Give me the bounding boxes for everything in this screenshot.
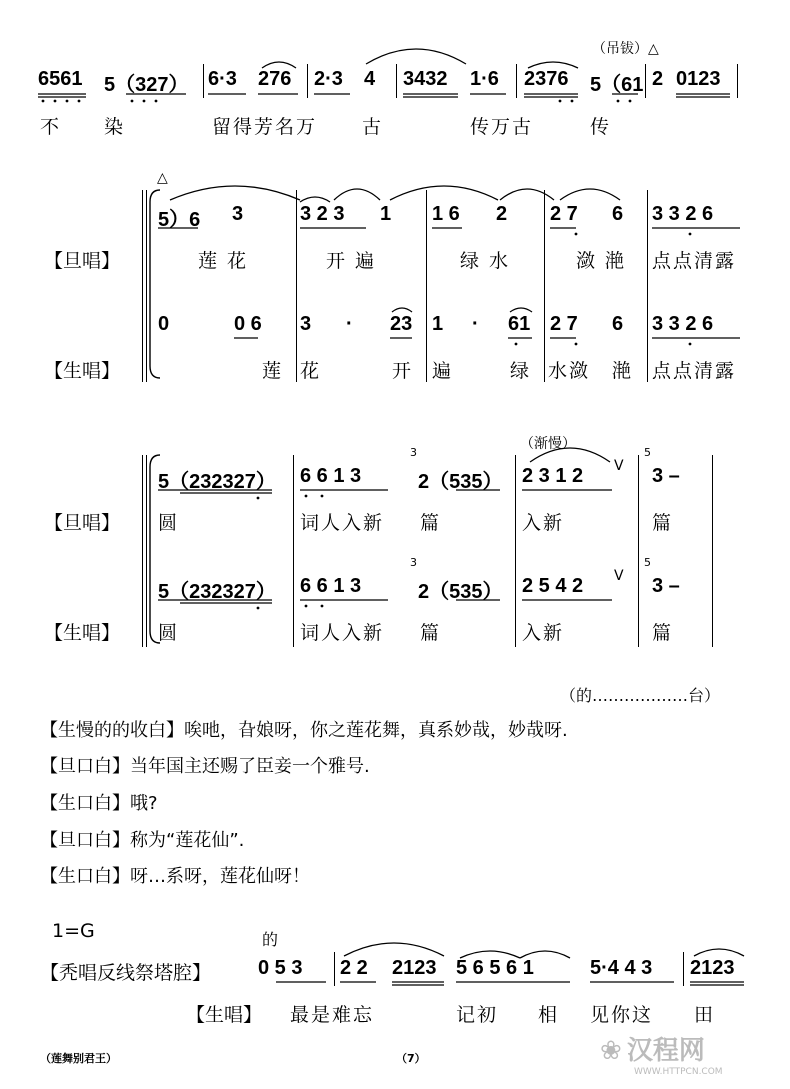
lyric: 水潋: [548, 360, 591, 382]
octave-dot: [131, 100, 134, 103]
note-group: 5（232327）: [158, 581, 276, 603]
slur: [262, 62, 296, 68]
watermark-logo-icon: ❀: [600, 1036, 622, 1066]
note-group: 3: [232, 203, 244, 225]
octave-dot: [629, 100, 632, 103]
lyric: 篇: [420, 512, 442, 534]
lyric: 花: [300, 360, 322, 382]
lyric: 开 遍: [326, 250, 377, 272]
octave-dot: [689, 233, 692, 236]
note-group: 3: [300, 313, 312, 335]
lyric: 莲: [262, 360, 284, 382]
lyric: 古: [362, 116, 384, 138]
slur: [460, 951, 520, 958]
role-label-dan: 【旦唱】: [44, 250, 121, 272]
note-group: 0 5 3: [258, 957, 303, 979]
note-group: 6 6 1 3: [300, 465, 362, 487]
lyric: 开: [392, 360, 414, 382]
note-group: 5（327）: [104, 74, 189, 96]
lyric: 入新: [522, 512, 565, 534]
slur: [528, 62, 578, 68]
note-group: ·: [346, 313, 353, 335]
note-group: 2: [652, 68, 664, 90]
cymbal-annotation: （吊钹）△: [592, 41, 659, 57]
lyric: 词人入新: [300, 512, 385, 534]
watermark-url: WWW.HTTPCN.COM: [634, 1067, 723, 1077]
system-brace: [150, 455, 160, 643]
note-group: 2 5 4 2: [522, 575, 584, 597]
dialogue-line: 【生慢的的收白】唉吔，旮娘呀，你之莲花舞，真系妙哉，妙哉呀.: [40, 720, 568, 741]
octave-dot: [321, 495, 324, 498]
octave-dot: [257, 497, 260, 500]
lyric: 最是难忘: [290, 1004, 375, 1026]
lyric: 篇: [652, 512, 674, 534]
note-group: 276: [258, 68, 292, 90]
note-group: 3 –: [652, 575, 680, 597]
note-group: 2·3: [314, 68, 343, 90]
note-group: 3 3 2 6: [652, 203, 714, 225]
note-group: 2 7: [550, 203, 578, 225]
lyric: 入新: [522, 622, 565, 644]
slur: [392, 308, 412, 312]
octave-dot: [305, 495, 308, 498]
octave-dot: [66, 100, 69, 103]
dialogue-line: 【旦口白】称为“莲花仙”.: [40, 830, 245, 851]
note-group: 6 6 1 3: [300, 575, 362, 597]
note-group: 3432: [403, 68, 448, 90]
score-title: （莲舞别君王）: [40, 1052, 117, 1065]
percussion-cue: 的: [262, 930, 279, 949]
lyric: 不: [40, 116, 62, 138]
note-group: 1 6: [432, 203, 460, 225]
note-group: 5（61: [590, 74, 644, 96]
octave-dot: [559, 100, 562, 103]
system-brace: [150, 190, 160, 378]
note-group: 1: [432, 313, 444, 335]
note-group: 2 3 1 2: [522, 465, 584, 487]
note-group: 2123: [392, 957, 437, 979]
lyric: 记初: [456, 1004, 499, 1026]
lyric: 染: [104, 116, 126, 138]
slur: [366, 49, 466, 64]
lyric: 传万古: [470, 116, 534, 138]
watermark-text: 汉程网: [626, 1036, 705, 1066]
dialogue-line: 【旦口白】当年国主还赐了臣妾一个雅号.: [40, 756, 370, 777]
slur: [560, 189, 620, 200]
lyric: 词人入新: [300, 622, 385, 644]
octave-dot: [305, 605, 308, 608]
slur: [300, 197, 330, 202]
note-group: 2 2: [340, 957, 368, 979]
octave-dot: [575, 233, 578, 236]
slur: [530, 448, 610, 462]
lyric: 绿 水: [460, 250, 511, 272]
grace-note: 5: [644, 556, 651, 569]
key-signature: 1=G: [52, 920, 95, 942]
dialogue-line: 【生口白】哦?: [40, 793, 158, 814]
role-label-sheng: 【生唱】: [186, 1004, 263, 1026]
note-group: 5·4 4 3: [590, 957, 653, 979]
dialogue-line: 【生口白】呀…系呀，莲花仙呀！: [40, 866, 310, 887]
lyric: 传: [590, 116, 612, 138]
note-group: ·: [472, 313, 479, 335]
note-group: 2 7: [550, 313, 578, 335]
lyric: 留得芳名万: [212, 116, 318, 138]
slur: [500, 189, 554, 200]
octave-dot: [257, 607, 260, 610]
lyric: 相: [538, 1004, 560, 1026]
slur: [510, 308, 532, 312]
octave-dot: [575, 343, 578, 346]
note-group: 0: [158, 313, 170, 335]
role-label-tune: 【秃唱反线祭塔腔】: [40, 962, 212, 984]
page-number: （7）: [396, 1052, 426, 1065]
lyric: 滟: [612, 360, 634, 382]
slur: [520, 951, 570, 958]
note-group: 2（535）: [418, 471, 503, 493]
note-group: 0123: [676, 68, 721, 90]
lyric: 圆: [158, 512, 180, 534]
note-group: 0 6: [234, 313, 262, 335]
lyric: 潋 滟: [576, 250, 627, 272]
note-group: 1: [380, 203, 392, 225]
slur: [344, 943, 444, 956]
lyric: 绿: [510, 360, 532, 382]
grace-note: 5: [644, 446, 651, 459]
octave-dot: [617, 100, 620, 103]
lyric: 田: [694, 1004, 716, 1026]
grace-note: 3: [410, 446, 417, 459]
lyric: 篇: [652, 622, 674, 644]
lyric: 点点清露: [652, 360, 737, 382]
lyric: 圆: [158, 622, 180, 644]
grace-note: 3: [410, 556, 417, 569]
octave-dot: [515, 343, 518, 346]
octave-dot: [155, 100, 158, 103]
note-group: 3 3 2 6: [652, 313, 714, 335]
octave-dot: [571, 100, 574, 103]
lyric: 篇: [420, 622, 442, 644]
slur: [334, 189, 380, 200]
octave-dot: [321, 605, 324, 608]
note-group: 5（232327）: [158, 471, 276, 493]
note-group: 6·3: [208, 68, 237, 90]
lyric: 点点清露: [652, 250, 737, 272]
octave-dot: [42, 100, 45, 103]
lyric: 遍: [432, 360, 454, 382]
role-label-sheng: 【生唱】: [44, 360, 121, 382]
octave-dot: [143, 100, 146, 103]
note-group: 2（535）: [418, 581, 503, 603]
note-group: 3 2 3: [300, 203, 345, 225]
slur: [694, 949, 744, 956]
tempo-annotation: （渐慢）: [520, 436, 576, 452]
note-group: 3 –: [652, 465, 680, 487]
lyric: 见你这: [590, 1004, 654, 1026]
role-label-dan: 【旦唱】: [44, 512, 121, 534]
note-group: 2: [496, 203, 508, 225]
octave-dot: [689, 343, 692, 346]
note-group: 2376: [524, 68, 569, 90]
note-group: 6: [612, 203, 624, 225]
note-group: 6: [612, 313, 624, 335]
note-group: 2123: [690, 957, 735, 979]
slur: [390, 186, 498, 200]
note-group: 5）6: [158, 209, 201, 231]
percussion-cue: （的………………台）: [560, 686, 721, 705]
slur: [170, 186, 300, 200]
accent-marker: △: [157, 170, 168, 186]
note-group: 5 6 5 6 1: [456, 957, 534, 979]
octave-dot: [78, 100, 81, 103]
note-group: 6561: [38, 68, 83, 90]
lyric: 莲 花: [198, 250, 249, 272]
note-group: 23: [390, 313, 413, 335]
role-label-sheng: 【生唱】: [44, 622, 121, 644]
breath-mark: V: [614, 458, 624, 474]
note-group: 4: [364, 68, 376, 90]
note-group: 1·6: [470, 68, 499, 90]
note-group: 61: [508, 313, 531, 335]
octave-dot: [54, 100, 57, 103]
breath-mark: V: [614, 568, 624, 584]
